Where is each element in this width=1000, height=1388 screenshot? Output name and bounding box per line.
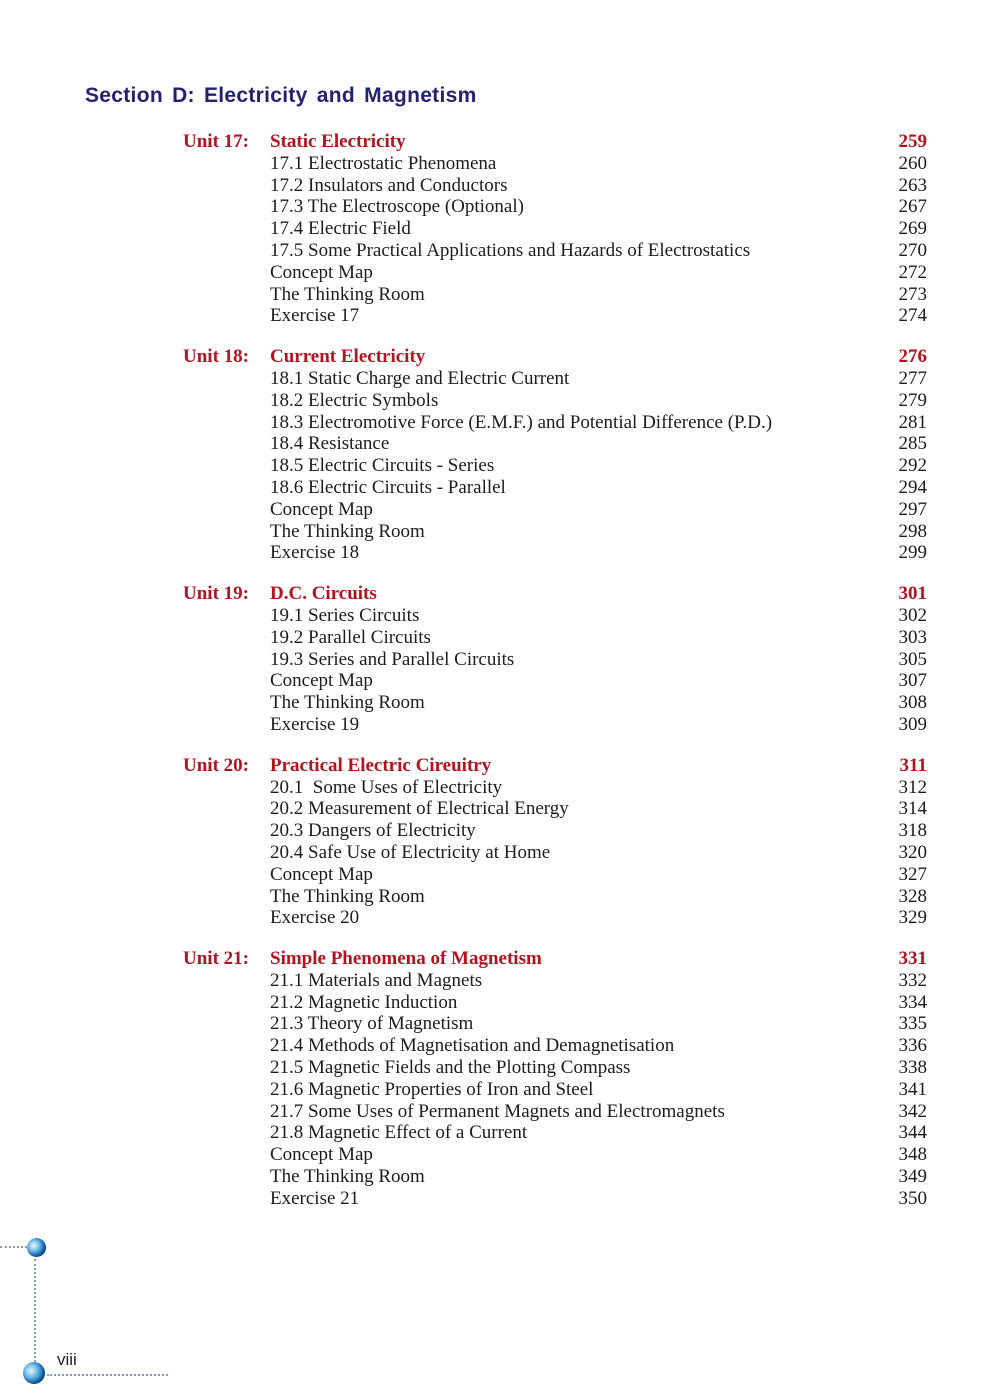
blue-ball-icon [23,1362,45,1384]
toc-item [183,262,927,284]
toc-item [183,1057,927,1079]
toc-item-page-number: 334 [898,991,927,1013]
toc-item-title: 20.3 Dangers of Electricity [270,820,476,842]
toc-item-title: 20.1 Some Uses of Electricity [270,776,503,798]
toc-item-title: Exercise 20 [270,907,360,929]
toc-item-page-number: 273 [898,283,927,305]
toc-item-title: 20.4 Safe Use of Electricity at Home [270,841,551,863]
toc-item [183,542,927,564]
toc-item-title: Concept Map [270,498,373,520]
toc-item-title: 21.5 Magnetic Fields and the Plotting Compass [270,1057,631,1079]
toc-item [183,368,927,390]
toc-item-title: 21.8 Magnetic Effect of a Current [270,1122,528,1144]
toc-unit-heading [183,346,927,368]
toc-item-title: Exercise 18 [270,542,360,564]
toc-item-page-number: 302 [898,604,927,626]
unit-title: Practical Electric Cireuitry [270,754,492,776]
toc-item [183,499,927,521]
toc-item-title: The Thinking Room [270,520,425,542]
toc-item [183,992,927,1014]
unit-page-number: 331 [898,948,927,970]
toc-unit [183,346,927,564]
unit-title: D.C. Circuits [270,583,377,605]
toc-item-title: 18.5 Electric Circuits - Series [270,455,495,477]
toc-item-title: Concept Map [270,863,373,885]
toc-item [183,886,927,908]
toc-item [183,649,927,671]
toc-item-title: The Thinking Room [270,885,425,907]
table-of-contents [183,131,927,1229]
unit-label: Unit 20: [183,754,249,776]
toc-item-title: The Thinking Room [270,1166,425,1188]
toc-item [183,240,927,262]
toc-item-title: 21.7 Some Uses of Permanent Magnets and Electromagnets [270,1100,725,1122]
dotted-line-left-edge [0,1246,27,1248]
toc-item-page-number: 277 [898,367,927,389]
toc-item [183,1035,927,1057]
unit-title: Simple Phenomena of Magnetism [270,948,542,970]
toc-item-title: 18.6 Electric Circuits - Parallel [270,476,506,498]
toc-unit [183,131,927,327]
unit-label: Unit 18: [183,346,249,368]
toc-item-page-number: 349 [898,1166,927,1188]
toc-item-page-number: 269 [898,218,927,240]
toc-item-page-number: 320 [898,841,927,863]
toc-item-page-number: 285 [898,433,927,455]
toc-item-title: The Thinking Room [270,283,425,305]
toc-item-title: 19.2 Parallel Circuits [270,626,431,648]
toc-item-title: 19.1 Series Circuits [270,604,420,626]
toc-item-page-number: 292 [898,455,927,477]
toc-item [183,714,927,736]
toc-item-page-number: 338 [898,1057,927,1079]
toc-item [183,777,927,799]
toc-item-title: 18.4 Resistance [270,433,390,455]
toc-item-title: 18.3 Electromotive Force (E.M.F.) and Potential Difference (P.D.) [270,411,773,433]
toc-item-page-number: 272 [898,261,927,283]
toc-item [183,1166,927,1188]
toc-item-page-number: 335 [898,1013,927,1035]
toc-item-page-number: 348 [898,1144,927,1166]
toc-item-page-number: 328 [898,885,927,907]
unit-page-number: 311 [899,754,927,776]
toc-item-title: 17.3 The Electroscope (Optional) [270,196,524,218]
unit-title: Static Electricity [270,131,406,152]
toc-item-page-number: 341 [898,1078,927,1100]
toc-item-page-number: 297 [898,498,927,520]
dotted-line-vertical [34,1259,36,1362]
unit-page-number: 259 [898,131,927,152]
dotted-line-bottom [47,1374,168,1376]
toc-item-title: Concept Map [270,261,373,283]
toc-item [183,605,927,627]
toc-item-page-number: 263 [898,174,927,196]
toc-item [183,433,927,455]
unit-page-number: 301 [898,583,927,605]
toc-item [183,1079,927,1101]
toc-item-page-number: 279 [898,389,927,411]
toc-item [183,218,927,240]
toc-item [183,284,927,306]
toc-item-title: 17.5 Some Practical Applications and Hazards of Electrostatics [270,239,751,261]
toc-item-page-number: 312 [898,776,927,798]
toc-item [183,970,927,992]
toc-item-title: 19.3 Series and Parallel Circuits [270,648,515,670]
toc-item [183,1188,927,1210]
toc-item-page-number: 274 [898,305,927,327]
toc-item-page-number: 342 [898,1100,927,1122]
toc-item [183,455,927,477]
toc-item-page-number: 329 [898,907,927,929]
unit-title: Current Electricity [270,346,426,368]
toc-item-title: Concept Map [270,670,373,692]
toc-item-page-number: 332 [898,969,927,991]
toc-item [183,1013,927,1035]
toc-item-page-number: 314 [898,798,927,820]
toc-unit-heading [183,583,927,605]
page-number: viii [57,1350,77,1369]
toc-item [183,412,927,434]
toc-item-page-number: 281 [898,411,927,433]
toc-item [183,1144,927,1166]
toc-item [183,390,927,412]
toc-item-title: The Thinking Room [270,692,425,714]
toc-item-page-number: 344 [898,1122,927,1144]
toc-unit [183,583,927,736]
toc-item [183,798,927,820]
toc-item-title: 17.2 Insulators and Conductors [270,174,508,196]
toc-item [183,153,927,175]
unit-label: Unit 19: [183,583,249,605]
toc-item-page-number: 303 [898,626,927,648]
toc-item [183,820,927,842]
toc-item-title: Exercise 19 [270,713,360,735]
toc-item-title: 21.2 Magnetic Induction [270,991,458,1013]
toc-item [183,521,927,543]
toc-item [183,907,927,929]
toc-item [183,477,927,499]
toc-unit-heading [183,755,927,777]
toc-item [183,627,927,649]
unit-label: Unit 21: [183,948,249,970]
toc-item-page-number: 336 [898,1035,927,1057]
toc-item-page-number: 327 [898,863,927,885]
toc-item-title: 21.3 Theory of Magnetism [270,1013,474,1035]
toc-item-page-number: 260 [898,152,927,174]
toc-item-page-number: 318 [898,820,927,842]
toc-item [183,1101,927,1123]
toc-unit-heading [183,131,927,153]
toc-item-title: 17.1 Electrostatic Phenomena [270,152,497,174]
toc-item-page-number: 270 [898,239,927,261]
toc-item-page-number: 309 [898,713,927,735]
toc-unit-heading [183,948,927,970]
toc-item [183,196,927,218]
toc-item [183,692,927,714]
toc-item-title: Concept Map [270,1144,373,1166]
toc-item [183,1122,927,1144]
toc-item-title: Exercise 21 [270,1187,360,1209]
toc-item [183,864,927,886]
toc-item [183,305,927,327]
toc-item [183,175,927,197]
toc-unit [183,948,927,1210]
toc-item-page-number: 307 [898,670,927,692]
unit-page-number: 276 [898,346,927,368]
toc-unit [183,755,927,929]
toc-item-title: Exercise 17 [270,305,360,327]
toc-item-title: 21.6 Magnetic Properties of Iron and Steel [270,1078,594,1100]
toc-item-title: 21.1 Materials and Magnets [270,969,483,991]
section-header: Section D: Electricity and Magnetism [85,84,477,107]
toc-item-page-number: 305 [898,648,927,670]
toc-item-title: 18.1 Static Charge and Electric Current [270,367,570,389]
toc-item-page-number: 294 [898,476,927,498]
toc-item [183,842,927,864]
toc-item-title: 20.2 Measurement of Electrical Energy [270,798,569,820]
toc-item-page-number: 308 [898,692,927,714]
toc-item-page-number: 298 [898,520,927,542]
toc-item-title: 21.4 Methods of Magnetisation and Demagnetisation [270,1035,675,1057]
toc-item-page-number: 350 [898,1187,927,1209]
toc-item-title: 18.2 Electric Symbols [270,389,439,411]
toc-item-page-number: 299 [898,542,927,564]
blue-ball-icon [27,1238,46,1257]
toc-item-title: 17.4 Electric Field [270,218,411,240]
unit-label: Unit 17: [183,131,249,152]
toc-item [183,670,927,692]
toc-item-page-number: 267 [898,196,927,218]
